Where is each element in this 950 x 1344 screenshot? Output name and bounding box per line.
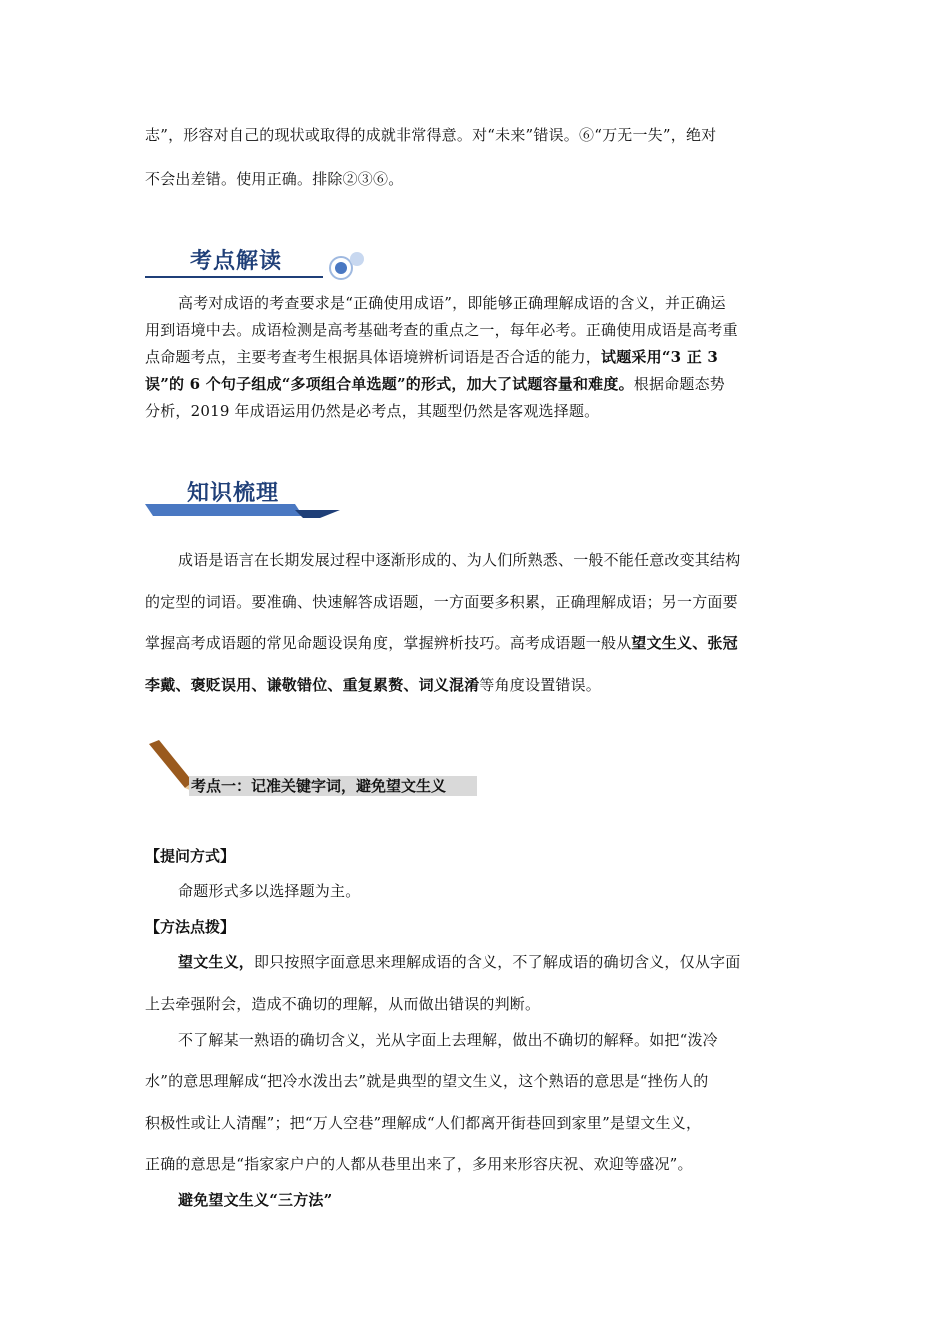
text-line: 误”的 6 个句子组成“多项组合单选题”的形式，加大了试题容量和难度。根据命题态势 bbox=[145, 375, 725, 393]
subsection-title: 考点一：记准关键字词，避免望文生义 bbox=[191, 777, 447, 795]
text-line: 不会出差错。使用正确。排除②③⑥。 bbox=[145, 170, 404, 188]
section-title: 考点解读 bbox=[190, 249, 283, 274]
section-heading-kaodian bbox=[145, 242, 375, 282]
text-line: 分析，2019 年成语运用仍然是必考点，其题型仍然是客观选择题。 bbox=[145, 402, 600, 420]
text-line: 点命题考点，主要考查考生根据具体语境辨析词语是否合适的能力，试题采用“3 正 3 bbox=[145, 348, 718, 366]
text-line: 避免望文生义“三方法” bbox=[178, 1191, 333, 1209]
label-tiwen: 【提问方式】 bbox=[145, 847, 236, 865]
text-line: 用到语境中去。成语检测是高考基础考查的重点之一，每年必考。正确使用成语是高考重 bbox=[145, 321, 738, 339]
text-line: 积极性或让人清醒”；把“万人空巷”理解成“人们都离开街巷回到家里”是望文生义， bbox=[145, 1114, 702, 1132]
text-line: 水”的意思理解成“把冷水泼出去”就是典型的望文生义，这个熟语的意思是“挫伤人的 bbox=[145, 1072, 709, 1090]
text-line: 望文生义，即只按照字面意思来理解成语的含义，不了解成语的确切含义，仅从字面 bbox=[178, 953, 741, 971]
text-line: 志”，形容对自己的现状或取得的成就非常得意。对“未来”错误。⑥“万无一失”，绝对 bbox=[145, 126, 717, 144]
text-line: 正确的意思是“指家家户户的人都从巷里出来了，多用来形容庆祝、欢迎等盛况”。 bbox=[145, 1155, 693, 1173]
text-line: 成语是语言在长期发展过程中逐渐形成的、为人们所熟悉、一般不能任意改变其结构 bbox=[178, 551, 741, 569]
section-title: 知识梳理 bbox=[187, 481, 280, 506]
section-heading-zhishi bbox=[145, 474, 345, 520]
label-fangfa: 【方法点拨】 bbox=[145, 918, 236, 936]
text-line: 不了解某一熟语的确切含义，光从字面上去理解，做出不确切的解释。如把“泼冷 bbox=[178, 1031, 718, 1049]
text-line: 的定型的词语。要准确、快速解答成语题，一方面要多积累，正确理解成语；另一方面要 bbox=[145, 593, 738, 611]
subsection-heading bbox=[145, 738, 485, 800]
text-line: 李戴、褒贬误用、谦敬错位、重复累赘、词义混淆等角度设置错误。 bbox=[145, 676, 602, 694]
text-line: 高考对成语的考查要求是“正确使用成语”，即能够正确理解成语的含义，并正确运 bbox=[178, 294, 726, 312]
text-line: 命题形式多以选择题为主。 bbox=[178, 882, 361, 900]
text-line: 上去牵强附会，造成不确切的理解，从而做出错误的判断。 bbox=[145, 995, 541, 1013]
text-line: 掌握高考成语题的常见命题设误角度，掌握辨析技巧。高考成语题一般从望文生义、张冠 bbox=[145, 634, 738, 652]
